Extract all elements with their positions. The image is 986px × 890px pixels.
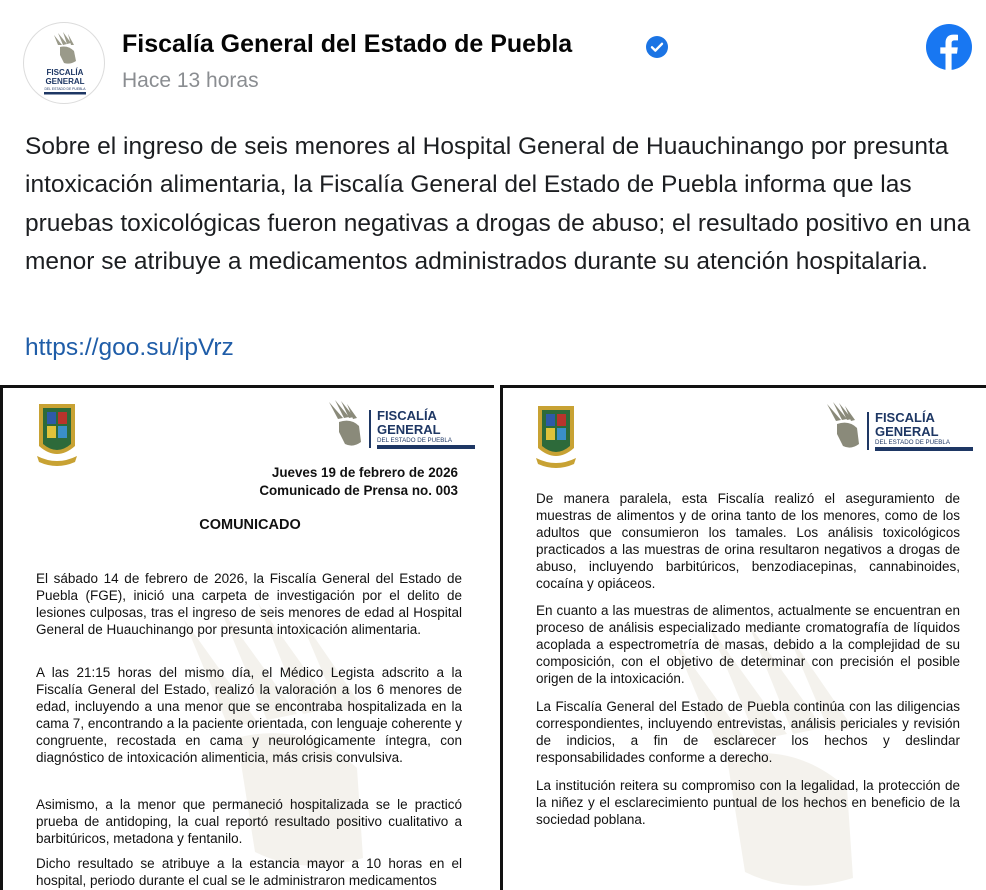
svg-text:DEL ESTADO DE PUEBLA: DEL ESTADO DE PUEBLA — [44, 87, 86, 91]
press-release-page-2[interactable] — [500, 385, 986, 890]
post-image-gallery[interactable] — [0, 385, 986, 890]
fge-logo-icon — [327, 398, 477, 460]
page-name-link[interactable]: Fiscalía General del Estado de Puebla — [122, 30, 573, 58]
fge-avatar-logo-icon — [24, 23, 105, 104]
release-paragraph: La institución reitera su compromiso con la legalidad, la protección de la niñez y el esclarecimiento puntual de los hechos en beneficio de la sociedad poblana. — [536, 778, 960, 827]
release-paragraph: Dicho resultado se atribuye a la estancia mayor a 10 horas en el hospital, periodo durante el cual se le administraron medicamentos — [36, 856, 462, 888]
fge-logo-icon — [825, 400, 975, 462]
release-number: Comunicado de Prensa no. 003 — [259, 483, 458, 498]
puebla-coat-of-arms-icon — [35, 400, 79, 466]
release-paragraph: A las 21:15 horas del mismo día, el Médico Legista adscrito a la Fiscalía General del Estado, realizó la valoración a los 6 menores de edad, incluyendo a una menor que se encontraba hospitalizada en la cama 7, encontrando a la paciente orientada, con lenguaje coherente y congruente, recostada en cama y neurológicamente íntegra, con diagnóstico de intoxicación alimenticia, más crisis convulsiva. — [36, 665, 462, 765]
facebook-icon[interactable] — [926, 24, 972, 70]
post-header — [0, 0, 986, 110]
post-message: Sobre el ingreso de seis menores al Hospital General de Huauchinango por presunta intoxicación alimentaria, la Fiscalía General del Estado de Puebla informa que las pruebas toxicológicas fueron negativas a drogas de abuso; el resultado positivo en una menor se atribuye a medicamentos administrados durante su atención hospitalaria. — [25, 133, 971, 275]
svg-text:GENERAL: GENERAL — [45, 77, 85, 86]
release-title: COMUNICADO — [199, 517, 301, 533]
release-paragraph: En cuanto a las muestras de alimentos, actualmente se encuentran en proceso de análisis especializado mediante cromatografía de líquidos acoplada a espectrometría de masas, debido a la complejidad de su composición, con el objetivo de determinar con precisión el posible origen de la intoxicación. — [536, 603, 960, 686]
verified-badge-icon — [645, 35, 669, 59]
svg-text:DEL ESTADO DE PUEBLA: DEL ESTADO DE PUEBLA — [875, 439, 950, 446]
release-date: Jueves 19 de febrero de 2026 — [271, 465, 458, 480]
post-link[interactable]: https://goo.su/ipVrz — [25, 334, 234, 361]
svg-text:FISCALÍA: FISCALÍA — [875, 410, 935, 425]
svg-text:FISCALÍA: FISCALÍA — [46, 68, 84, 77]
post-timestamp[interactable]: Hace 13 horas — [122, 69, 259, 92]
svg-text:GENERAL: GENERAL — [377, 422, 441, 437]
svg-text:GENERAL: GENERAL — [875, 424, 939, 439]
release-paragraph: Asimismo, a la menor que permaneció hospitalizada se le practicó prueba de antidoping, la cual reportó resultado positivo cualitativo a barbitúricos, metadona y fentanilo. — [36, 797, 462, 846]
svg-text:DEL ESTADO DE PUEBLA: DEL ESTADO DE PUEBLA — [377, 437, 452, 444]
page-avatar[interactable] — [23, 22, 105, 104]
puebla-coat-of-arms-icon — [534, 402, 578, 468]
release-paragraph: El sábado 14 de febrero de 2026, la Fiscalía General del Estado de Puebla (FGE), inició una carpeta de investigación por el delito de lesiones culposas, tras el ingreso de seis menores de edad al Hospital General de Huauchinango por presunta intoxicación alimentaria. — [36, 571, 462, 637]
release-paragraph: De manera paralela, esta Fiscalía realizó el aseguramiento de muestras de alimentos y de orina tanto de los menores, como de los adultos que consumieron los tamales. Los análisis toxicológicos practicados a las muestras de orina resultaron negativos a drogas de abuso, incluyendo barbitúricos, benzodiacepinas, cannabinoides, cocaína y opiáceos. — [536, 491, 960, 591]
press-release-page-1[interactable] — [0, 385, 494, 890]
svg-text:FISCALÍA: FISCALÍA — [377, 408, 437, 423]
release-paragraph: La Fiscalía General del Estado de Puebla continúa con las diligencias correspondientes, incluyendo entrevistas, análisis periciales y revisión de indicios, a fin de esclarecer los hechos y deslindar responsabilidades conforme a derecho. — [536, 699, 960, 765]
